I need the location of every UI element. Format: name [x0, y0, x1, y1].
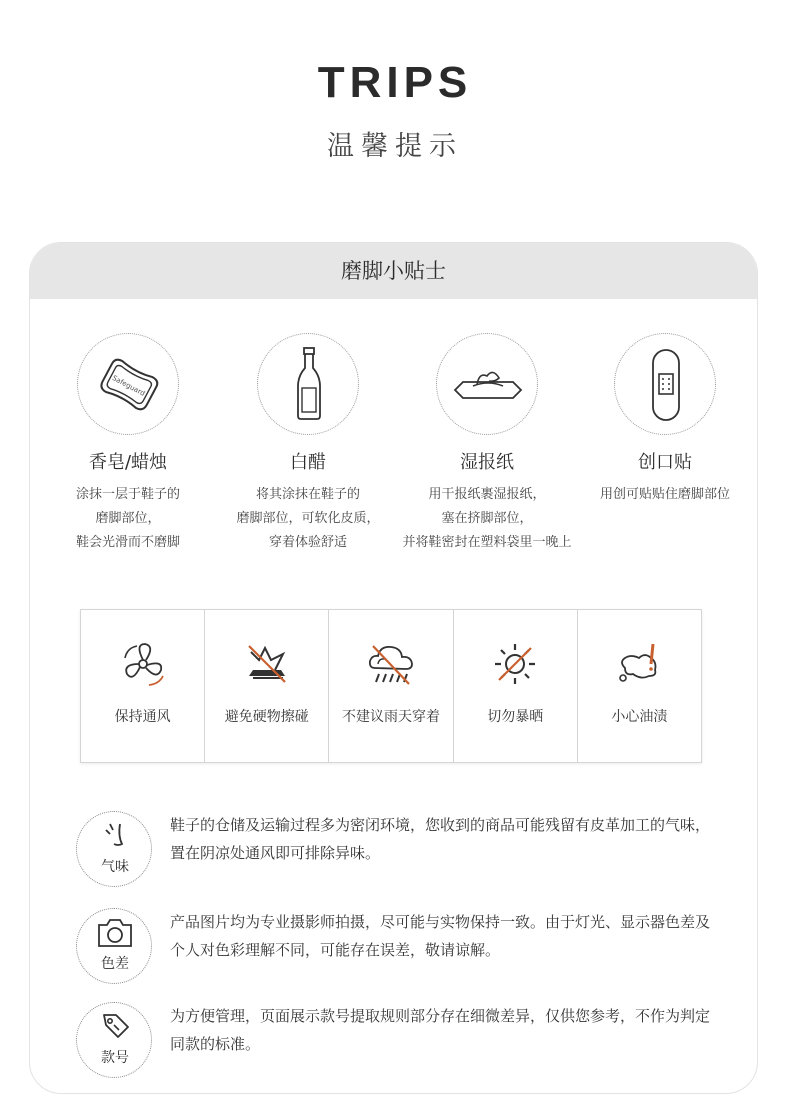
tip-line: 涂抹一层于鞋子的: [75, 487, 180, 502]
care-item-avoid-hard-objects: [205, 610, 329, 762]
no-sun-icon: [489, 638, 541, 690]
soap-bar-icon: [78, 334, 180, 436]
tip-icon-circle: [614, 333, 716, 435]
camera-icon: [96, 917, 134, 949]
tip-description: [218, 483, 398, 555]
tip-soap: [38, 333, 218, 555]
notice-icon-circle: [76, 1002, 152, 1078]
care-item-no-rain: [329, 610, 453, 762]
price-tag-icon: [96, 1011, 134, 1043]
smell-icon: [96, 820, 134, 852]
tip-description: [38, 483, 218, 555]
tip-vinegar: [218, 333, 398, 555]
tip-line: 鞋会光滑而不磨脚: [75, 535, 180, 550]
svg-text:Safeguard: Safeguard: [110, 373, 147, 398]
no-rain-icon: [365, 638, 417, 690]
tip-icon-circle: [77, 333, 179, 435]
tip-line: 用干报纸裹湿报纸，: [428, 487, 546, 502]
care-label: 切勿暴晒: [487, 709, 544, 725]
tip-title: 创口贴: [638, 452, 692, 473]
tip-description: [397, 483, 577, 555]
vinegar-bottle-icon: [258, 334, 360, 436]
page-title: TRIPS: [317, 58, 473, 107]
notice-text: 鞋子的仓储及运输过程多为密闭环境，您收到的商品可能残留有皮革加工的气味，置在阴凉处通风即可排除异味。: [170, 816, 711, 862]
band-aid-icon: [615, 334, 717, 436]
notice-icon-circle: [76, 811, 152, 887]
tip-icon-circle: [436, 333, 538, 435]
tip-line: 将其涂抹在鞋子的: [255, 487, 360, 502]
care-instructions-table: [80, 609, 702, 763]
tip-line: 塞在挤脚部位，: [441, 511, 533, 526]
notice-text: 产品图片均为专业摄影师拍摄，尽可能与实物保持一致。由于灯光、显示器色差及个人对色彩理解不同，可能存在误差，敬请谅解。: [170, 913, 711, 959]
tip-title: 香皂/蜡烛: [88, 452, 168, 473]
tip-line: 磨脚部位，可软化皮质，: [236, 511, 380, 526]
care-label: 小心油渍: [611, 709, 668, 725]
tips-card: [29, 242, 758, 1094]
notice-label: 气味: [101, 859, 129, 875]
care-label: 避免硬物擦碰: [224, 709, 309, 725]
care-item-no-sun: [454, 610, 578, 762]
no-hard-object-icon: [241, 638, 293, 690]
tip-line: 磨脚部位，: [95, 511, 161, 526]
notice-text: 为方便管理，页面展示款号提取规则部分存在细微差异，仅供您参考，不作为判定同款的标准。: [170, 1007, 711, 1053]
tip-title: 白醋: [290, 452, 326, 473]
ventilation-fan-icon: [117, 638, 169, 690]
tip-line: 并将鞋密封在塑料袋里一晚上: [402, 535, 572, 550]
notice-label: 色差: [101, 956, 129, 972]
tip-wet-paper: [397, 333, 577, 555]
oil-stain-icon: [613, 638, 665, 690]
wet-wipes-icon: [437, 334, 539, 436]
notice-label: 款号: [101, 1050, 129, 1066]
care-item-oil-stain: [578, 610, 701, 762]
tip-description: [575, 483, 755, 507]
tip-line: 用创可贴贴住磨脚部位: [599, 487, 730, 502]
care-item-ventilation: [81, 610, 205, 762]
tip-line: 穿着体验舒适: [268, 535, 347, 550]
tip-title: 湿报纸: [460, 452, 514, 473]
care-label: 保持通风: [114, 709, 171, 725]
care-label: 不建议雨天穿着: [342, 709, 440, 725]
notice-icon-circle: [76, 908, 152, 984]
card-title: 磨脚小贴士: [30, 243, 757, 299]
tip-band-aid: [575, 333, 755, 507]
page-subtitle: 温馨提示: [327, 131, 463, 162]
tip-icon-circle: [257, 333, 359, 435]
